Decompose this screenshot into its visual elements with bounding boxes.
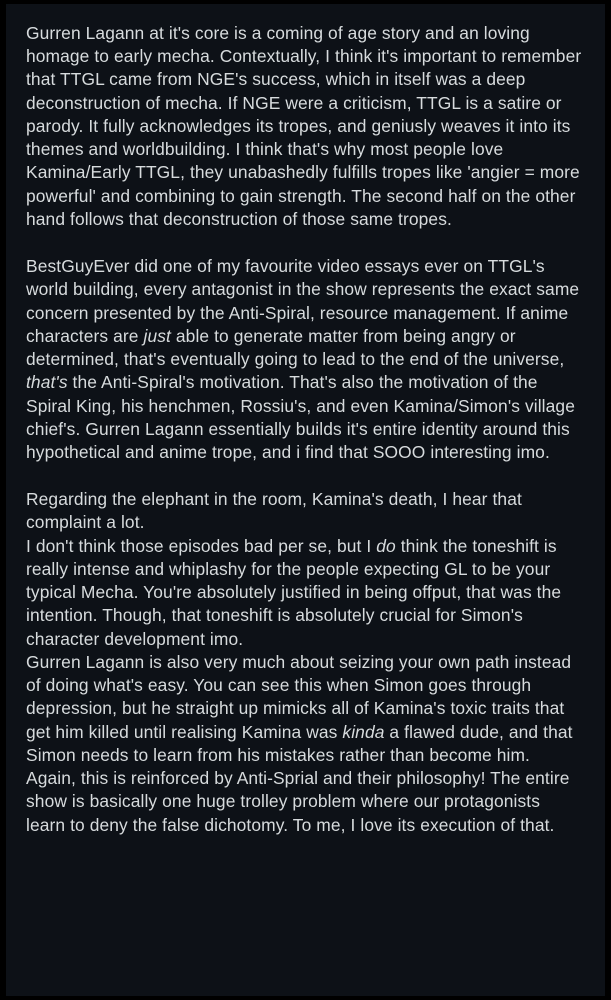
body-text: the Anti-Spiral's motivation. That's also the motivation of the Spiral King, his henchmen, Rossiu's, and even Kamina/Simon's village chief's. Gurren Lagann essentially builds it's entire identity around this hypothetical and anime trope, and i find that SOOO interesting imo. [26,372,575,462]
body-text: BestGuyEver did one of my favourite video essays ever on TTGL's world building, every antagonist in the show represents the exact same concern presented by the Anti-Spiral, resource management. If anime characters are [26,256,580,346]
body-text: Gurren Lagann at it's core is a coming of age story and an loving homage to early mecha. Contextually, I think it's important to remember that TTGL came from NGE's success, which in itself was a deep deconstruction of mecha. If NGE were a criticism, TTGL is a satire or parody. It fully acknowledges its tropes, and geniusly weaves it into its themes and worldbuilding. I think that's why most people love Kamina/Early TTGL, they unabashedly fulfills tropes like 'angier = more powerful' and combining to gain strength. The second half on the other hand follows that deconstruction of those same tropes. [26,23,582,229]
body-text: I don't think those episodes bad per se, but I [26,535,377,556]
body-text: Gurren Lagann is also very much about seizing your own path instead of doing what's easy. You can see this when Simon goes through depression, but he straight up mimicks all of Kamina's toxic traits that get him killed until realising Kamina was [26,651,572,742]
emphasis-text: do [376,535,396,556]
body-text: a flawed dude, and that Simon needs to learn from his mistakes rather than become him. Again, this is reinforced by Anti-Sprial and their philosophy! The entire show is basically one huge trolley problem where our protagonists learn to deny the false dichotomy. To me, I love its execution of that. [26,721,573,835]
body-text: think the toneshift is really intense and whiplashy for the people expecting GL to be your typical Mecha. You're absolutely justified in being offput, that was the intention. Though, that toneshift is absolutely crucial for Simon's character development imo. [26,535,562,649]
emphasis-text: just [143,325,171,346]
post-paragraph [26,255,583,464]
emphasis-text: kinda [342,721,385,742]
post-paragraph [26,22,583,231]
post-paragraph [26,535,583,651]
post-body [6,4,605,996]
emphasis-text: that's [26,372,68,393]
body-text: Regarding the elephant in the room, Kamina's death, I hear that complaint a lot. [26,489,522,533]
body-text: able to generate matter from being angry or determined, that's eventually going to lead to the end of the universe, [26,325,565,370]
post-paragraph [26,651,583,837]
post-paragraph [26,488,583,534]
